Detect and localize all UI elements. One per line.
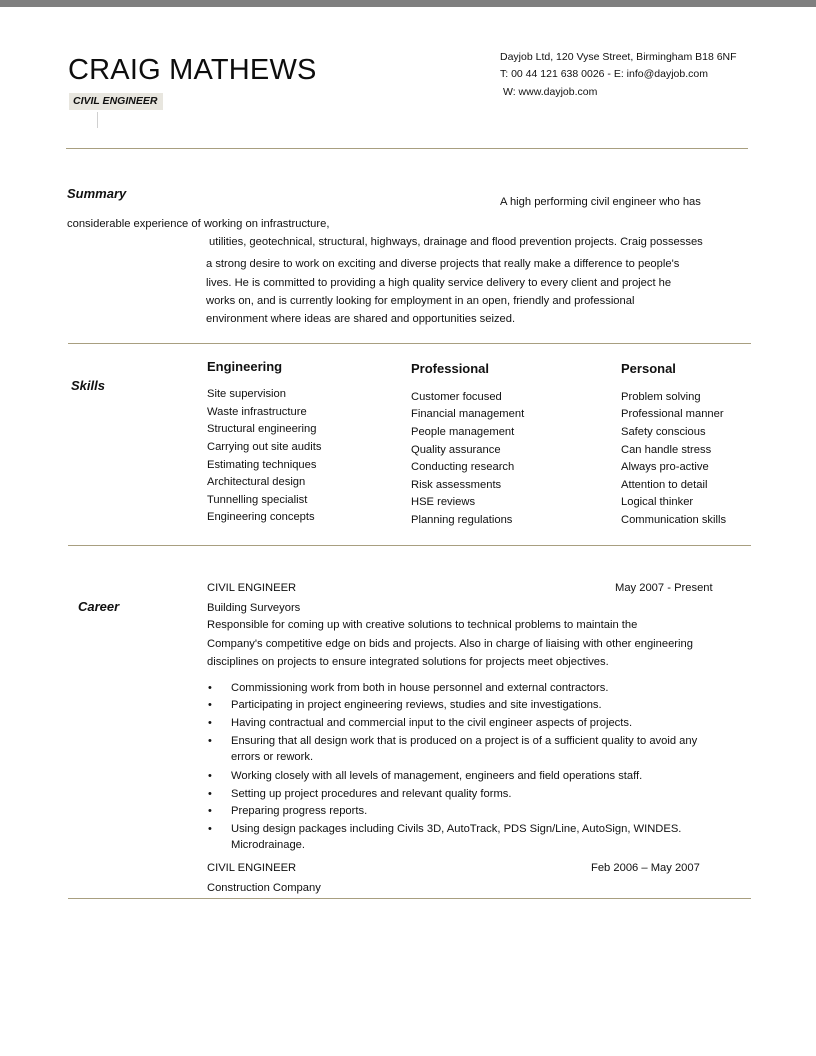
summary-divider: [68, 343, 751, 344]
skills-heading: Skills: [71, 378, 105, 393]
summary-line: lives. He is committed to providing a high quality service delivery to every client and project he: [206, 277, 672, 289]
career-divider: [68, 898, 751, 899]
job-dates: Feb 2006 – May 2007: [591, 862, 700, 874]
bullet-marker: •: [208, 735, 212, 747]
duty-item: Preparing progress reports.: [231, 805, 368, 817]
duty-item: Using design packages including Civils 3D, AutoTrack, PDS Sign/Line, AutoSign, WINDES.: [231, 823, 682, 835]
skill-item: Always pro-active: [621, 461, 709, 473]
skills-divider: [68, 545, 751, 546]
skill-item: Attention to detail: [621, 479, 708, 491]
contact-website: W: www.dayjob.com: [503, 86, 598, 98]
job-company: Construction Company: [207, 882, 321, 894]
job-title: CIVIL ENGINEER: [73, 95, 158, 107]
summary-heading: Summary: [67, 186, 127, 201]
contact-address: Dayjob Ltd, 120 Vyse Street, Birmingham B18 6NF: [500, 51, 737, 63]
skill-item: Logical thinker: [621, 496, 694, 508]
bullet-marker: •: [208, 682, 212, 694]
summary-line: A high performing civil engineer who has: [500, 196, 701, 208]
summary-line: a strong desire to work on exciting and diverse projects that really make a difference to people's: [206, 258, 680, 270]
duty-item: Commissioning work from both in house personnel and external contractors.: [231, 682, 609, 694]
skill-item: Customer focused: [411, 391, 502, 403]
job-role: CIVIL ENGINEER: [207, 862, 297, 874]
job-company: Building Surveyors: [207, 602, 301, 614]
skill-item: Risk assessments: [411, 479, 502, 491]
bullet-marker: •: [208, 699, 212, 711]
skill-item: Estimating techniques: [207, 459, 317, 471]
summary-line: environment where ideas are shared and opportunities seized.: [206, 313, 516, 325]
summary-line: considerable experience of working on infrastructure,: [67, 218, 330, 230]
header-divider: [66, 148, 748, 149]
skill-item: People management: [411, 426, 515, 438]
skill-item: Structural engineering: [207, 423, 317, 435]
duty-item: Ensuring that all design work that is produced on a project is of a sufficient quality to avoid any: [231, 735, 698, 747]
duty-item: Working closely with all levels of management, engineers and field operations staff.: [231, 770, 643, 782]
career-heading: Career: [78, 599, 120, 614]
skill-item: Problem solving: [621, 391, 701, 403]
skills-column-professional-title: Professional: [411, 361, 490, 376]
skill-item: Safety conscious: [621, 426, 706, 438]
duty-item-continued: Microdrainage.: [231, 839, 305, 851]
duty-item-continued: errors or rework.: [231, 751, 314, 763]
job-dates: May 2007 - Present: [615, 582, 713, 594]
skill-item: Engineering concepts: [207, 511, 315, 523]
bullet-marker: •: [208, 788, 212, 800]
text-cursor-mark: [97, 112, 98, 128]
bullet-marker: •: [208, 770, 212, 782]
skills-column-personal-title: Personal: [621, 361, 676, 376]
summary-line: utilities, geotechnical, structural, highways, drainage and flood prevention projects. Craig possesses: [209, 236, 703, 248]
skill-item: Conducting research: [411, 461, 515, 473]
skill-item: Can handle stress: [621, 444, 712, 456]
skill-item: Planning regulations: [411, 514, 513, 526]
bullet-marker: •: [208, 823, 212, 835]
skill-item: HSE reviews: [411, 496, 476, 508]
skill-item: Professional manner: [621, 408, 724, 420]
job-description-line: Responsible for coming up with creative solutions to technical problems to maintain the: [207, 619, 638, 631]
skill-item: Carrying out site audits: [207, 441, 322, 453]
skill-item: Communication skills: [621, 514, 727, 526]
bullet-marker: •: [208, 805, 212, 817]
skill-item: Tunnelling specialist: [207, 494, 308, 506]
duty-item: Having contractual and commercial input to the civil engineer aspects of projects.: [231, 717, 633, 729]
skill-item: Quality assurance: [411, 444, 501, 456]
candidate-name: CRAIG MATHEWS: [68, 54, 317, 86]
duty-item: Participating in project engineering reviews, studies and site investigations.: [231, 699, 602, 711]
bullet-marker: •: [208, 717, 212, 729]
contact-phone-email: T: 00 44 121 638 0026 - E: info@dayjob.com: [500, 68, 708, 80]
duty-item: Setting up project procedures and relevant quality forms.: [231, 788, 512, 800]
top-border-bar: [0, 0, 816, 7]
skill-item: Financial management: [411, 408, 525, 420]
skill-item: Architectural design: [207, 476, 306, 488]
summary-line: works on, and is currently looking for employment in an open, friendly and professional: [206, 295, 635, 307]
job-description-line: Company's competitive edge on bids and projects. Also in charge of liaising with other engineering: [207, 638, 693, 650]
job-description-line: disciplines on projects to ensure integrated solutions for projects meet objectives.: [207, 656, 609, 668]
skill-item: Waste infrastructure: [207, 406, 307, 418]
skills-column-engineering-title: Engineering: [207, 359, 283, 374]
job-role: CIVIL ENGINEER: [207, 582, 297, 594]
skill-item: Site supervision: [207, 388, 286, 400]
